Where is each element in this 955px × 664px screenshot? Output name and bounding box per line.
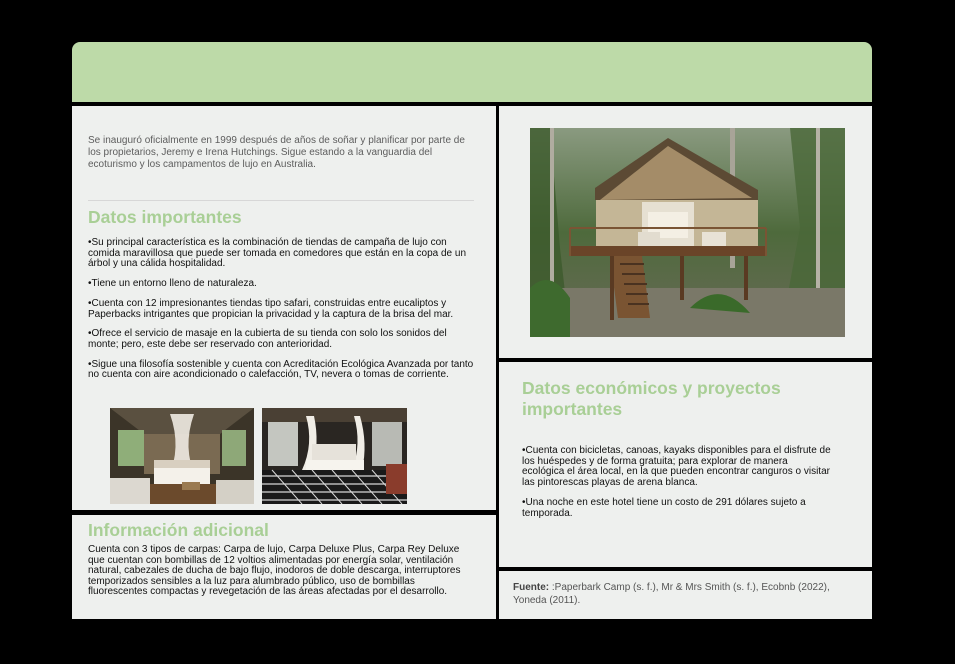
list-item: •Cuenta con bicicletas, canoas, kayaks disponibles para el disfrute de los huéspedes y de forma gratuita; para explorar de manera ecológica el área local, en la que pueden encontrar canguros o visitar las pintorescas playas de arena blanca. [522, 445, 831, 488]
fuente-text [513, 581, 833, 607]
datos-economicos-panel [499, 362, 872, 567]
informacion-adicional-heading: Información adicional [88, 520, 269, 540]
informacion-adicional-panel [72, 515, 496, 619]
fuente-panel [499, 571, 872, 619]
list-item: •Una noche en este hotel tiene un costo de 291 dólares sujeto a temporada. [522, 497, 806, 519]
header-banner [72, 42, 872, 102]
datos-importantes-heading: Datos importantes [88, 207, 242, 227]
safari-tent-photo [530, 128, 845, 337]
fuente-label: Fuente: [513, 582, 550, 593]
datos-economicos-list [522, 446, 832, 530]
tent-interior-photo-2 [262, 408, 407, 504]
list-item: •Sigue una filosofía sostenible y cuenta con Acreditación Ecológica Avanzada por tanto no cuenta con aire acondicionado o calefacción, TV, nevera o tomas de corriente. [88, 358, 474, 381]
datos-importantes-list [88, 238, 478, 390]
section-divider [88, 200, 474, 201]
list-item: •Ofrece el servicio de masaje en la cubierta de su tienda con solo los sonidos del monte; pero, este debe ser reservado con anterioridad. [88, 328, 447, 350]
list-item: •Su principal característica es la combinación de tiendas de campaña de lujo con comida maravillosa que puede ser tomada en comedores que están en la copa de un árbol y una cálida hospitalidad. [88, 237, 467, 270]
datos-economicos-heading: Datos económicos y proyectos importantes [522, 378, 781, 419]
list-item: •Cuenta con 12 impresionantes tiendas tipo safari, construidas entre eucaliptos y Paperbacks intrigantes que propician la privacidad y la captura de la brisa del mar. [88, 297, 454, 320]
intro-panel [72, 106, 496, 510]
list-item: •Tiene un entorno lleno de naturaleza. [88, 278, 257, 290]
informacion-adicional-text: Cuenta con 3 tipos de carpas: Carpa de lujo, Carpa Deluxe Plus, Carpa Rey Deluxe que cuentan con bombillas de 12 voltios alimentadas por energía solar, ventilación natural, cabezales de ducha de bajo flujo, inodoros de doble descarga, interruptores temporizados sensibles a la luz para alumbrado público, uso de bombillas fluorescentes compactas y revegetación de las áreas afectadas por el desarrollo. [88, 544, 461, 598]
intro-paragraph: Se inauguró oficialmente en 1999 después de años de soñar y planificar por parte de los propietarios, Jeremy e Irena Hutchings. Sigue estando a la vanguardia del ecoturismo y los campamentos de lujo en Australia. [88, 135, 465, 170]
fuente-references: :Paperbark Camp (s. f.), Mr & Mrs Smith (s. f.), Ecobnb (2022), Yoneda (2011). [513, 582, 830, 606]
tent-interior-photo-1 [110, 408, 254, 504]
photo-panel [499, 106, 872, 358]
